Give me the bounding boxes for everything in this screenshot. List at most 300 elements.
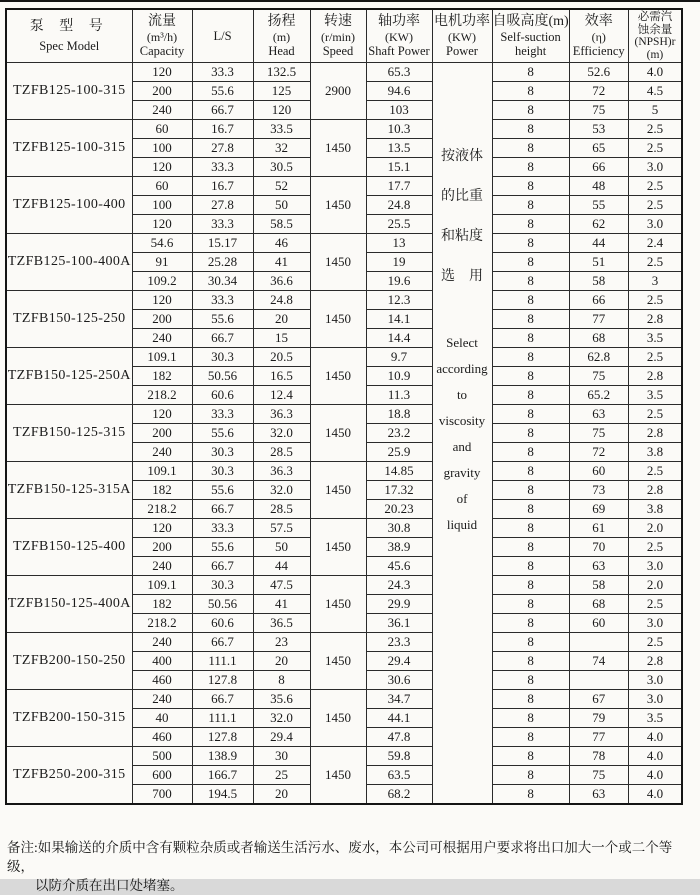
model-cell: TZFB200-150-315 bbox=[6, 690, 132, 747]
capacity-cell: 40 bbox=[132, 709, 192, 728]
head-cell: 41 bbox=[253, 253, 310, 272]
capacity-cell: 600 bbox=[132, 766, 192, 785]
ls-cell: 55.6 bbox=[192, 310, 253, 329]
efficiency-cell: 68 bbox=[569, 329, 628, 348]
model-cell: TZFB250-200-315 bbox=[6, 747, 132, 805]
head-cell: 36.5 bbox=[253, 614, 310, 633]
capacity-cell: 200 bbox=[132, 310, 192, 329]
shaft-power-cell: 36.1 bbox=[366, 614, 432, 633]
shaft-power-cell: 11.3 bbox=[366, 386, 432, 405]
shaft-power-cell: 9.7 bbox=[366, 348, 432, 367]
ls-cell: 66.7 bbox=[192, 329, 253, 348]
shaft-power-cell: 23.2 bbox=[366, 424, 432, 443]
efficiency-cell: 77 bbox=[569, 310, 628, 329]
head-cell: 120 bbox=[253, 101, 310, 120]
suction-height-cell: 8 bbox=[492, 367, 569, 386]
capacity-cell: 120 bbox=[132, 405, 192, 424]
capacity-cell: 400 bbox=[132, 652, 192, 671]
capacity-cell: 91 bbox=[132, 253, 192, 272]
ls-cell: 27.8 bbox=[192, 139, 253, 158]
suction-height-cell: 8 bbox=[492, 177, 569, 196]
efficiency-cell: 67 bbox=[569, 690, 628, 709]
efficiency-cell: 44 bbox=[569, 234, 628, 253]
efficiency-cell: 51 bbox=[569, 253, 628, 272]
model-cell: TZFB150-125-250 bbox=[6, 291, 132, 348]
shaft-power-cell: 14.85 bbox=[366, 462, 432, 481]
efficiency-cell: 62.8 bbox=[569, 348, 628, 367]
efficiency-cell: 63 bbox=[569, 557, 628, 576]
col-header-motor-power: 电机功率 (KW) Power bbox=[432, 9, 492, 63]
ls-cell: 50.56 bbox=[192, 595, 253, 614]
npsh-cell: 2.5 bbox=[628, 291, 682, 310]
shaft-power-cell: 24.8 bbox=[366, 196, 432, 215]
npsh-cell: 3.5 bbox=[628, 386, 682, 405]
col-header-model bbox=[6, 9, 132, 63]
suction-height-cell: 8 bbox=[492, 709, 569, 728]
shaft-power-cell: 23.3 bbox=[366, 633, 432, 652]
head-cell: 20.5 bbox=[253, 348, 310, 367]
shaft-power-cell: 30.8 bbox=[366, 519, 432, 538]
capacity-cell: 182 bbox=[132, 595, 192, 614]
head-cell: 32.0 bbox=[253, 424, 310, 443]
suction-height-cell: 8 bbox=[492, 595, 569, 614]
speed-cell: 1450 bbox=[310, 519, 366, 576]
head-cell: 16.5 bbox=[253, 367, 310, 386]
head-cell: 8 bbox=[253, 671, 310, 690]
suction-height-cell: 8 bbox=[492, 481, 569, 500]
head-cell: 57.5 bbox=[253, 519, 310, 538]
suction-height-cell: 8 bbox=[492, 671, 569, 690]
power-note-line: Select bbox=[446, 335, 478, 350]
head-cell: 33.5 bbox=[253, 120, 310, 139]
ls-cell: 60.6 bbox=[192, 614, 253, 633]
ls-cell: 55.6 bbox=[192, 538, 253, 557]
table-row bbox=[6, 405, 682, 424]
head-cell: 32.0 bbox=[253, 481, 310, 500]
ls-cell: 25.28 bbox=[192, 253, 253, 272]
model-cell: TZFB200-150-250 bbox=[6, 633, 132, 690]
head-cell: 30 bbox=[253, 747, 310, 766]
table-row bbox=[6, 291, 682, 310]
ls-cell: 50.56 bbox=[192, 367, 253, 386]
suction-height-cell: 8 bbox=[492, 348, 569, 367]
table-row bbox=[6, 462, 682, 481]
ls-cell: 127.8 bbox=[192, 728, 253, 747]
head-cell: 132.5 bbox=[253, 63, 310, 82]
efficiency-cell: 75 bbox=[569, 424, 628, 443]
npsh-cell: 4.0 bbox=[628, 766, 682, 785]
capacity-cell: 218.2 bbox=[132, 500, 192, 519]
shaft-power-cell: 17.32 bbox=[366, 481, 432, 500]
npsh-cell: 2.5 bbox=[628, 405, 682, 424]
model-cell: TZFB125-100-400A bbox=[6, 234, 132, 291]
suction-height-cell: 8 bbox=[492, 234, 569, 253]
efficiency-cell: 53 bbox=[569, 120, 628, 139]
model-cell: TZFB125-100-315 bbox=[6, 63, 132, 120]
shaft-power-cell: 10.3 bbox=[366, 120, 432, 139]
power-note-line: of bbox=[456, 491, 468, 506]
efficiency-cell: 65 bbox=[569, 139, 628, 158]
power-note-line: viscosity bbox=[438, 413, 486, 428]
shaft-power-cell: 65.3 bbox=[366, 63, 432, 82]
capacity-cell: 460 bbox=[132, 728, 192, 747]
model-cell: TZFB150-125-315A bbox=[6, 462, 132, 519]
suction-height-cell: 8 bbox=[492, 443, 569, 462]
capacity-cell: 240 bbox=[132, 557, 192, 576]
efficiency-cell: 77 bbox=[569, 728, 628, 747]
capacity-cell: 60 bbox=[132, 177, 192, 196]
ls-cell: 66.7 bbox=[192, 500, 253, 519]
shaft-power-cell: 12.3 bbox=[366, 291, 432, 310]
suction-height-cell: 8 bbox=[492, 405, 569, 424]
shaft-power-cell: 29.4 bbox=[366, 652, 432, 671]
head-cell: 28.5 bbox=[253, 443, 310, 462]
shaft-power-cell: 103 bbox=[366, 101, 432, 120]
head-cell: 20 bbox=[253, 652, 310, 671]
head-cell: 36.6 bbox=[253, 272, 310, 291]
ls-cell: 138.9 bbox=[192, 747, 253, 766]
head-cell: 50 bbox=[253, 538, 310, 557]
shaft-power-cell: 44.1 bbox=[366, 709, 432, 728]
table-body bbox=[6, 63, 682, 805]
header-model-en: Spec Model bbox=[39, 39, 100, 53]
ls-cell: 166.7 bbox=[192, 766, 253, 785]
capacity-cell: 60 bbox=[132, 120, 192, 139]
ls-cell: 55.6 bbox=[192, 424, 253, 443]
suction-height-cell: 8 bbox=[492, 538, 569, 557]
col-header-shaft-power: 轴功率 (KW) Shaft Power bbox=[366, 9, 432, 63]
power-note-line: gravity bbox=[443, 465, 481, 480]
capacity-cell: 120 bbox=[132, 519, 192, 538]
shaft-power-cell: 24.3 bbox=[366, 576, 432, 595]
head-cell: 58.5 bbox=[253, 215, 310, 234]
pump-spec-table bbox=[5, 8, 683, 805]
npsh-cell: 3.0 bbox=[628, 671, 682, 690]
shaft-power-cell: 59.8 bbox=[366, 747, 432, 766]
table-row bbox=[6, 177, 682, 196]
ls-cell: 30.3 bbox=[192, 462, 253, 481]
suction-height-cell: 8 bbox=[492, 424, 569, 443]
ls-cell: 66.7 bbox=[192, 557, 253, 576]
shaft-power-cell: 18.8 bbox=[366, 405, 432, 424]
npsh-cell: 2.5 bbox=[628, 253, 682, 272]
capacity-cell: 100 bbox=[132, 139, 192, 158]
efficiency-cell: 74 bbox=[569, 652, 628, 671]
efficiency-cell: 58 bbox=[569, 576, 628, 595]
ls-cell: 66.7 bbox=[192, 101, 253, 120]
suction-height-cell: 8 bbox=[492, 690, 569, 709]
suction-height-cell: 8 bbox=[492, 785, 569, 805]
npsh-cell: 2.8 bbox=[628, 652, 682, 671]
ls-cell: 66.7 bbox=[192, 690, 253, 709]
speed-cell: 1450 bbox=[310, 120, 366, 177]
capacity-cell: 182 bbox=[132, 481, 192, 500]
speed-cell: 1450 bbox=[310, 348, 366, 405]
npsh-cell: 2.5 bbox=[628, 196, 682, 215]
table-row bbox=[6, 747, 682, 766]
npsh-cell: 3.5 bbox=[628, 329, 682, 348]
table-row bbox=[6, 120, 682, 139]
suction-height-cell: 8 bbox=[492, 196, 569, 215]
ls-cell: 55.6 bbox=[192, 481, 253, 500]
capacity-cell: 200 bbox=[132, 538, 192, 557]
model-cell: TZFB150-125-315 bbox=[6, 405, 132, 462]
suction-height-cell: 8 bbox=[492, 614, 569, 633]
head-cell: 50 bbox=[253, 196, 310, 215]
ls-cell: 30.3 bbox=[192, 576, 253, 595]
npsh-cell: 4.0 bbox=[628, 785, 682, 805]
shaft-power-cell: 68.2 bbox=[366, 785, 432, 805]
head-cell: 23 bbox=[253, 633, 310, 652]
col-header-speed: 转速 (r/min) Speed bbox=[310, 9, 366, 63]
suction-height-cell: 8 bbox=[492, 215, 569, 234]
suction-height-cell: 8 bbox=[492, 557, 569, 576]
capacity-cell: 240 bbox=[132, 443, 192, 462]
capacity-cell: 500 bbox=[132, 747, 192, 766]
table-row bbox=[6, 519, 682, 538]
head-cell: 35.6 bbox=[253, 690, 310, 709]
head-cell: 47.5 bbox=[253, 576, 310, 595]
motor-power-note-cell bbox=[432, 63, 492, 805]
shaft-power-cell: 25.5 bbox=[366, 215, 432, 234]
npsh-cell: 2.5 bbox=[628, 538, 682, 557]
efficiency-cell: 73 bbox=[569, 481, 628, 500]
npsh-cell: 2.8 bbox=[628, 310, 682, 329]
shaft-power-cell: 19.6 bbox=[366, 272, 432, 291]
col-header-ls: L/S bbox=[192, 9, 253, 63]
capacity-cell: 200 bbox=[132, 424, 192, 443]
speed-cell: 2900 bbox=[310, 63, 366, 120]
npsh-cell: 2.5 bbox=[628, 462, 682, 481]
model-cell: TZFB125-100-315 bbox=[6, 120, 132, 177]
efficiency-cell: 69 bbox=[569, 500, 628, 519]
npsh-cell: 3.5 bbox=[628, 709, 682, 728]
npsh-cell: 3.0 bbox=[628, 158, 682, 177]
npsh-cell: 3.8 bbox=[628, 500, 682, 519]
speed-cell: 1450 bbox=[310, 633, 366, 690]
npsh-cell: 3.0 bbox=[628, 557, 682, 576]
npsh-cell: 4.0 bbox=[628, 63, 682, 82]
model-cell: TZFB150-125-400A bbox=[6, 576, 132, 633]
power-note-line: according bbox=[436, 361, 488, 376]
capacity-cell: 54.6 bbox=[132, 234, 192, 253]
efficiency-cell: 58 bbox=[569, 272, 628, 291]
shaft-power-cell: 45.6 bbox=[366, 557, 432, 576]
suction-height-cell: 8 bbox=[492, 386, 569, 405]
capacity-cell: 182 bbox=[132, 367, 192, 386]
efficiency-cell: 66 bbox=[569, 291, 628, 310]
ls-cell: 111.1 bbox=[192, 652, 253, 671]
head-cell: 29.4 bbox=[253, 728, 310, 747]
col-header-efficiency: 效率 (η) Efficiency bbox=[569, 9, 628, 63]
shaft-power-cell: 10.9 bbox=[366, 367, 432, 386]
efficiency-cell: 70 bbox=[569, 538, 628, 557]
shaft-power-cell: 30.6 bbox=[366, 671, 432, 690]
suction-height-cell: 8 bbox=[492, 101, 569, 120]
head-cell: 52 bbox=[253, 177, 310, 196]
ls-cell: 127.8 bbox=[192, 671, 253, 690]
shaft-power-cell: 47.8 bbox=[366, 728, 432, 747]
footnote bbox=[7, 838, 695, 895]
power-note-line: 选 用 bbox=[441, 269, 483, 284]
efficiency-cell: 75 bbox=[569, 101, 628, 120]
table-row bbox=[6, 576, 682, 595]
table-row bbox=[6, 690, 682, 709]
head-cell: 20 bbox=[253, 310, 310, 329]
suction-height-cell: 8 bbox=[492, 576, 569, 595]
shaft-power-cell: 15.1 bbox=[366, 158, 432, 177]
suction-height-cell: 8 bbox=[492, 633, 569, 652]
ls-cell: 16.7 bbox=[192, 120, 253, 139]
efficiency-cell: 61 bbox=[569, 519, 628, 538]
npsh-cell: 2.5 bbox=[628, 633, 682, 652]
efficiency-cell: 65.2 bbox=[569, 386, 628, 405]
efficiency-cell: 60 bbox=[569, 614, 628, 633]
suction-height-cell: 8 bbox=[492, 329, 569, 348]
npsh-cell: 2.0 bbox=[628, 576, 682, 595]
head-cell: 28.5 bbox=[253, 500, 310, 519]
col-header-capacity: 流量 (m³/h) Capacity bbox=[132, 9, 192, 63]
npsh-cell: 2.5 bbox=[628, 177, 682, 196]
npsh-cell: 4.5 bbox=[628, 82, 682, 101]
head-cell: 44 bbox=[253, 557, 310, 576]
capacity-cell: 240 bbox=[132, 329, 192, 348]
shaft-power-cell: 13 bbox=[366, 234, 432, 253]
motor-power-note bbox=[433, 63, 492, 531]
efficiency-cell: 75 bbox=[569, 766, 628, 785]
shaft-power-cell: 17.7 bbox=[366, 177, 432, 196]
ls-cell: 30.3 bbox=[192, 443, 253, 462]
footnote-line1: 备注:如果输送的介质中含有颗粒杂质或者输送生活污水、废水，本公司可根据用户要求将出口加大一个或二个等级， bbox=[7, 840, 673, 874]
suction-height-cell: 8 bbox=[492, 310, 569, 329]
capacity-cell: 120 bbox=[132, 215, 192, 234]
ls-cell: 33.3 bbox=[192, 63, 253, 82]
suction-height-cell: 8 bbox=[492, 728, 569, 747]
suction-height-cell: 8 bbox=[492, 253, 569, 272]
ls-cell: 27.8 bbox=[192, 196, 253, 215]
footnote-line2: 以防介质在出口处堵塞。 bbox=[35, 878, 184, 893]
head-cell: 20 bbox=[253, 785, 310, 805]
npsh-cell: 2.5 bbox=[628, 348, 682, 367]
speed-cell: 1450 bbox=[310, 177, 366, 234]
power-note-line: 的比重 bbox=[441, 189, 483, 204]
head-cell: 32.0 bbox=[253, 709, 310, 728]
npsh-cell: 3 bbox=[628, 272, 682, 291]
speed-cell: 1450 bbox=[310, 405, 366, 462]
head-cell: 32 bbox=[253, 139, 310, 158]
capacity-cell: 109.1 bbox=[132, 462, 192, 481]
header-row bbox=[6, 9, 682, 63]
npsh-cell: 4.0 bbox=[628, 747, 682, 766]
efficiency-cell: 63 bbox=[569, 785, 628, 805]
npsh-cell: 3.0 bbox=[628, 690, 682, 709]
capacity-cell: 100 bbox=[132, 196, 192, 215]
npsh-cell: 2.0 bbox=[628, 519, 682, 538]
model-cell: TZFB125-100-400 bbox=[6, 177, 132, 234]
ls-cell: 66.7 bbox=[192, 633, 253, 652]
capacity-cell: 109.2 bbox=[132, 272, 192, 291]
npsh-cell: 2.5 bbox=[628, 139, 682, 158]
speed-cell: 1450 bbox=[310, 234, 366, 291]
head-cell: 46 bbox=[253, 234, 310, 253]
efficiency-cell: 62 bbox=[569, 215, 628, 234]
head-cell: 41 bbox=[253, 595, 310, 614]
suction-height-cell: 8 bbox=[492, 747, 569, 766]
efficiency-cell: 52.6 bbox=[569, 63, 628, 82]
suction-height-cell: 8 bbox=[492, 63, 569, 82]
speed-cell: 1450 bbox=[310, 690, 366, 747]
ls-cell: 111.1 bbox=[192, 709, 253, 728]
suction-height-cell: 8 bbox=[492, 139, 569, 158]
power-note-line: 按液体 bbox=[441, 149, 483, 164]
efficiency-cell bbox=[569, 671, 628, 690]
efficiency-cell: 55 bbox=[569, 196, 628, 215]
ls-cell: 194.5 bbox=[192, 785, 253, 805]
suction-height-cell: 8 bbox=[492, 82, 569, 101]
suction-height-cell: 8 bbox=[492, 120, 569, 139]
capacity-cell: 120 bbox=[132, 291, 192, 310]
ls-cell: 30.34 bbox=[192, 272, 253, 291]
table-row bbox=[6, 63, 682, 82]
capacity-cell: 240 bbox=[132, 633, 192, 652]
ls-cell: 33.3 bbox=[192, 405, 253, 424]
shaft-power-cell: 14.4 bbox=[366, 329, 432, 348]
capacity-cell: 460 bbox=[132, 671, 192, 690]
power-note-line: to bbox=[456, 387, 468, 402]
ls-cell: 16.7 bbox=[192, 177, 253, 196]
col-header-head: 扬程 (m) Head bbox=[253, 9, 310, 63]
model-cell: TZFB150-125-250A bbox=[6, 348, 132, 405]
ls-cell: 30.3 bbox=[192, 348, 253, 367]
table-row bbox=[6, 234, 682, 253]
capacity-cell: 120 bbox=[132, 63, 192, 82]
shaft-power-cell: 34.7 bbox=[366, 690, 432, 709]
npsh-cell: 3.0 bbox=[628, 614, 682, 633]
speed-cell: 1450 bbox=[310, 747, 366, 805]
top-rule bbox=[0, 0, 700, 2]
shaft-power-cell: 29.9 bbox=[366, 595, 432, 614]
shaft-power-cell: 63.5 bbox=[366, 766, 432, 785]
speed-cell: 1450 bbox=[310, 291, 366, 348]
shaft-power-cell: 14.1 bbox=[366, 310, 432, 329]
speed-cell: 1450 bbox=[310, 462, 366, 519]
capacity-cell: 240 bbox=[132, 690, 192, 709]
shaft-power-cell: 13.5 bbox=[366, 139, 432, 158]
capacity-cell: 218.2 bbox=[132, 386, 192, 405]
efficiency-cell: 72 bbox=[569, 443, 628, 462]
efficiency-cell: 63 bbox=[569, 405, 628, 424]
capacity-cell: 109.1 bbox=[132, 348, 192, 367]
efficiency-cell bbox=[569, 633, 628, 652]
suction-height-cell: 8 bbox=[492, 272, 569, 291]
head-cell: 24.8 bbox=[253, 291, 310, 310]
head-cell: 30.5 bbox=[253, 158, 310, 177]
power-note-line: 和粘度 bbox=[441, 229, 483, 244]
speed-cell: 1450 bbox=[310, 576, 366, 633]
suction-height-cell: 8 bbox=[492, 291, 569, 310]
ls-cell: 55.6 bbox=[192, 82, 253, 101]
shaft-power-cell: 94.6 bbox=[366, 82, 432, 101]
col-header-suction: 自吸高度(m) Self-suction height bbox=[492, 9, 569, 63]
ls-cell: 33.3 bbox=[192, 215, 253, 234]
npsh-cell: 5 bbox=[628, 101, 682, 120]
suction-height-cell: 8 bbox=[492, 519, 569, 538]
head-cell: 12.4 bbox=[253, 386, 310, 405]
npsh-cell: 2.8 bbox=[628, 481, 682, 500]
ls-cell: 33.3 bbox=[192, 519, 253, 538]
power-note-line: liquid bbox=[446, 517, 478, 532]
model-cell: TZFB150-125-400 bbox=[6, 519, 132, 576]
